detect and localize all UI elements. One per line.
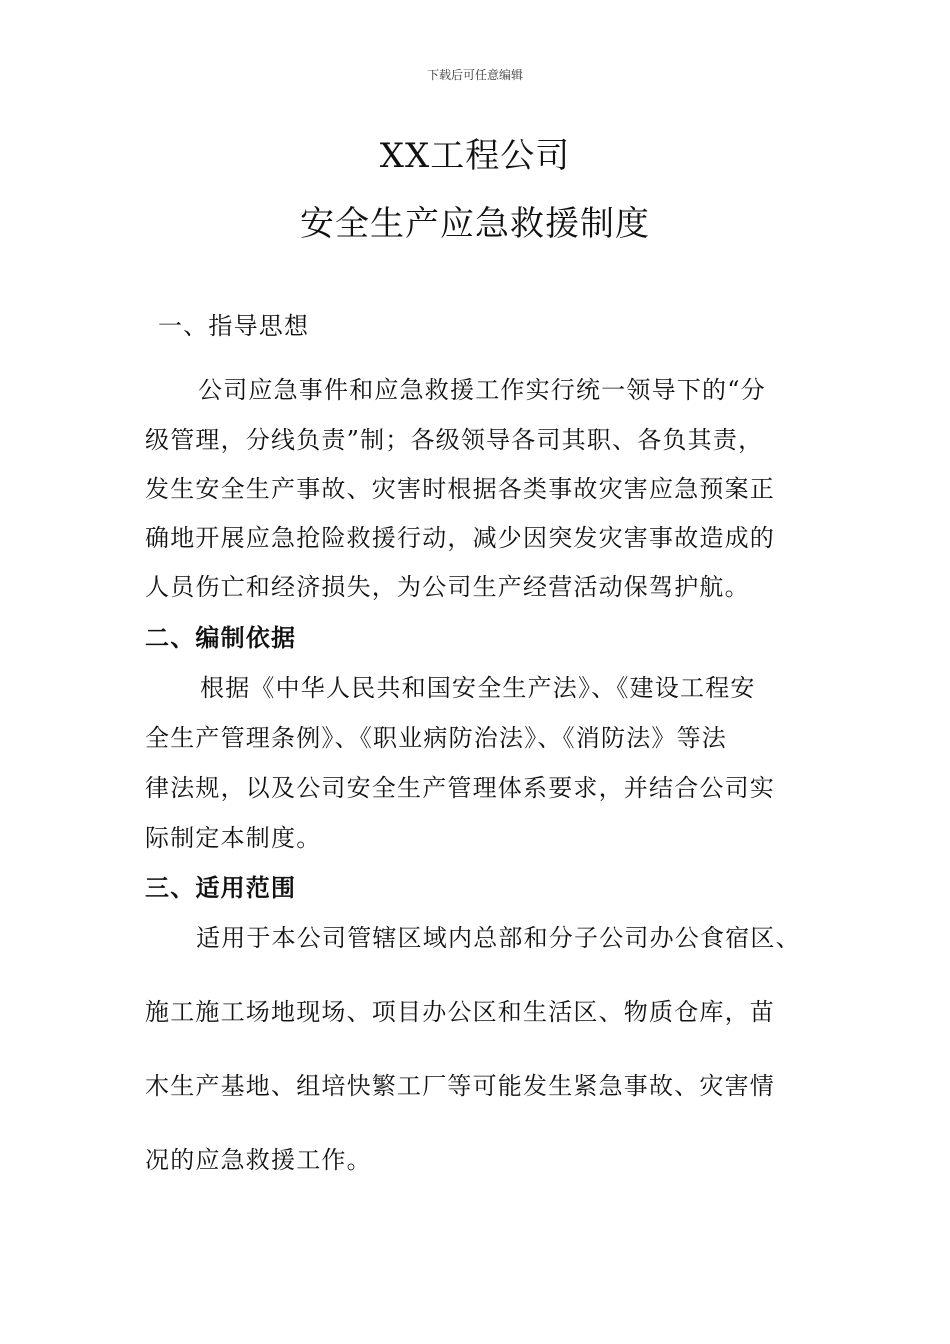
paragraph-line: 律法规，以及公司安全生产管理体系要求，并结合公司实 xyxy=(145,774,775,802)
paragraph-line: 施工施工场地现场、项目办公区和生活区、物质仓库，苗 xyxy=(145,998,775,1026)
section-heading-basis: 二、编制依据 xyxy=(145,623,297,652)
section-heading-guiding-thought: 一、指导思想 xyxy=(158,312,310,340)
paragraph-line: 级管理，分线负责”制；各级领导各司其职、各负其责， xyxy=(145,426,764,454)
paragraph-line: 发生安全生产事故、灾害时根据各类事故灾害应急预案正 xyxy=(145,475,775,503)
paragraph-line: 木生产基地、组培快繁工厂等可能发生紧急事故、灾害情 xyxy=(145,1072,775,1100)
paragraph-line: 全生产管理条例》、《职业病防治法》、《消防法》等法 xyxy=(145,724,727,752)
paragraph-line: 根据《中华人民共和国安全生产法》、《建设工程安 xyxy=(200,674,756,702)
document-subtitle: 安全生产应急救援制度 xyxy=(300,204,650,244)
paragraph-line: 人员伤亡和经济损失，为公司生产经营活动保驾护航。 xyxy=(145,573,750,601)
paragraph-line: 适用于本公司管辖区域内总部和分子公司办公食宿区、 xyxy=(196,924,801,952)
paragraph-line: 确地开展应急抢险救援行动，减少因突发灾害事故造成的 xyxy=(145,524,775,552)
paragraph-line: 际制定本制度。 xyxy=(145,824,322,852)
section-heading-scope: 三、适用范围 xyxy=(145,873,297,902)
header-note: 下载后可任意编辑 xyxy=(426,68,523,82)
paragraph-line: 公司应急事件和应急救援工作实行统一领导下的“分 xyxy=(198,376,766,404)
paragraph-line: 况的应急救援工作。 xyxy=(145,1146,372,1174)
document-title: XX工程公司 xyxy=(379,136,571,176)
